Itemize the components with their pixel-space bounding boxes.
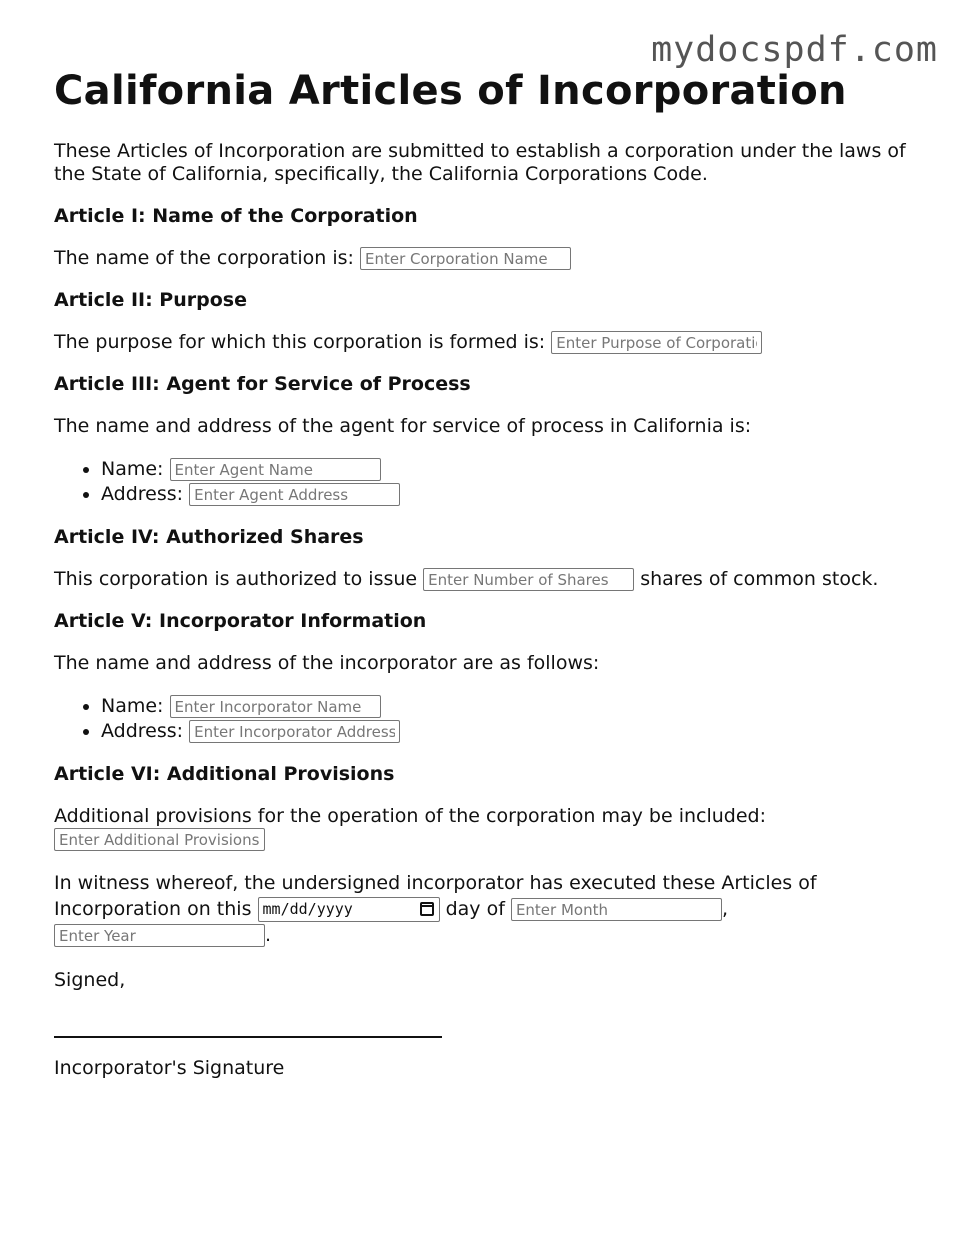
article-6-heading: Article VI: Additional Provisions [54, 763, 395, 785]
incorporator-address-label: Address: [101, 720, 184, 742]
incorporator-list [54, 694, 934, 744]
article-4-text-after: shares of common stock. [640, 568, 879, 590]
agent-address-label: Address: [101, 483, 184, 505]
list-item [101, 482, 934, 507]
article-5-text: The name and address of the incorporator are as follows: [54, 652, 600, 674]
article-1-heading: Article I: Name of the Corporation [54, 205, 418, 227]
day-of-text: day of [445, 898, 505, 920]
witness-paragraph [54, 870, 934, 948]
list-item [101, 694, 934, 719]
article-2-body [54, 331, 934, 354]
page-title: California Articles of Incorporation [54, 68, 847, 114]
document [54, 66, 934, 1080]
article-2-text: The purpose for which this corporation is formed is: [54, 331, 546, 353]
article-4-text-before: This corporation is authorized to issue [54, 568, 418, 590]
list-item [101, 719, 934, 744]
article-2-heading: Article II: Purpose [54, 289, 247, 311]
list-item [101, 457, 934, 482]
corporation-name-input[interactable] [360, 247, 571, 270]
agent-name-input[interactable] [170, 458, 381, 481]
comma-text: , [721, 898, 728, 920]
purpose-input[interactable] [551, 331, 762, 354]
article-5-heading: Article V: Incorporator Information [54, 610, 427, 632]
article-6-field-row [54, 828, 934, 851]
agent-address-input[interactable] [189, 483, 400, 506]
execution-date-input[interactable] [258, 897, 440, 922]
signed-text: Signed, [54, 969, 126, 991]
calendar-icon[interactable] [420, 902, 434, 916]
article-4-body [54, 568, 934, 591]
article-3-heading: Article III: Agent for Service of Process [54, 373, 471, 395]
additional-provisions-input[interactable] [54, 828, 265, 851]
article-1-body [54, 247, 934, 270]
date-placeholder: mm/dd/yyyy [262, 900, 353, 918]
witness-text: In witness whereof, the undersigned incorporator has executed these Articles of Incorporation on this [54, 872, 817, 920]
incorporator-name-input[interactable] [170, 695, 381, 718]
article-6-text: Additional provisions for the operation of the corporation may be included: [54, 805, 767, 827]
year-input[interactable] [54, 924, 265, 947]
signature-line [54, 1036, 442, 1038]
watermark: mydocspdf.com [651, 30, 938, 70]
month-input[interactable] [511, 898, 722, 921]
period-text: . [265, 924, 272, 946]
agent-name-label: Name: [101, 458, 164, 480]
agent-list [54, 457, 934, 507]
intro-paragraph: These Articles of Incorporation are submitted to establish a corporation under the laws of the State of California, specifically, the California Corporations Code. [54, 140, 906, 185]
article-1-text: The name of the corporation is: [54, 247, 354, 269]
article-3-text: The name and address of the agent for service of process in California is: [54, 415, 752, 437]
article-4-heading: Article IV: Authorized Shares [54, 526, 364, 548]
incorporator-address-input[interactable] [189, 720, 400, 743]
shares-input[interactable] [423, 568, 634, 591]
signature-label: Incorporator's Signature [54, 1057, 285, 1079]
incorporator-name-label: Name: [101, 695, 164, 717]
